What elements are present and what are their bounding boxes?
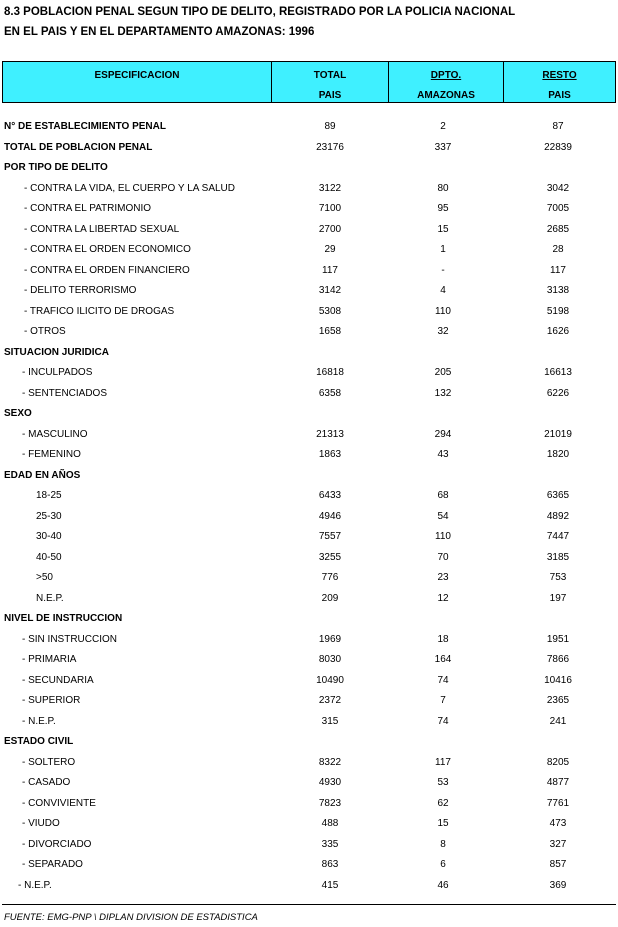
- value-resto-pais: 369: [549, 879, 567, 891]
- table-row: [0, 774, 618, 795]
- value-total-pais: 89: [324, 121, 336, 132]
- value-total-pais: 6358: [318, 387, 342, 399]
- value-total-pais: 6433: [318, 490, 342, 501]
- table-row: [0, 364, 618, 385]
- row-label: EDAD EN AÑOS: [4, 469, 81, 481]
- value-resto-pais: 197: [549, 592, 567, 604]
- table-row: [0, 672, 618, 693]
- table-row: [0, 200, 618, 221]
- value-total-pais: 7100: [318, 203, 342, 214]
- table-row: [0, 180, 618, 201]
- value-resto-pais: 7866: [546, 654, 570, 665]
- table-row: [0, 815, 618, 836]
- row-label: 30-40: [36, 531, 62, 542]
- table-row: [0, 221, 618, 242]
- table-row: [0, 303, 618, 324]
- table-row: [0, 323, 618, 344]
- footer-divider: [2, 904, 616, 905]
- value-dpto-amazonas: 4: [440, 285, 446, 296]
- row-label: - CONTRA EL PATRIMONIO: [24, 203, 152, 214]
- table-row: [0, 733, 618, 754]
- row-label: - CONTRA LA VIDA, EL CUERPO Y LA SALUD: [24, 182, 236, 194]
- table-row: [0, 139, 618, 160]
- value-total-pais: 7557: [318, 531, 342, 542]
- table-title-line2: EN EL PAIS Y EN EL DEPARTAMENTO AMAZONAS: 1996: [4, 26, 315, 38]
- table-row: [0, 508, 618, 529]
- value-total-pais: 2372: [318, 695, 342, 706]
- value-resto-pais: 3138: [546, 285, 570, 296]
- value-dpto-amazonas: 74: [437, 674, 449, 686]
- value-resto-pais: 753: [549, 572, 567, 583]
- row-label: - SIN INSTRUCCION: [22, 633, 117, 645]
- value-resto-pais: 327: [549, 838, 567, 850]
- table-row: [0, 856, 618, 877]
- row-label: - SEPARADO: [22, 859, 83, 870]
- row-label: - SUPERIOR: [22, 695, 81, 706]
- table-row: [0, 590, 618, 611]
- value-total-pais: 8030: [318, 654, 342, 665]
- value-dpto-amazonas: 110: [435, 531, 451, 542]
- row-label: - DELITO TERRORISMO: [24, 285, 137, 296]
- value-resto-pais: 5198: [546, 305, 570, 317]
- row-label: - INCULPADOS: [22, 367, 93, 378]
- value-dpto-amazonas: 6: [440, 859, 446, 870]
- value-resto-pais: 7761: [546, 797, 570, 809]
- value-resto-pais: 8205: [546, 756, 570, 768]
- row-label: - CASADO: [22, 777, 71, 788]
- value-total-pais: 1863: [318, 449, 342, 460]
- value-resto-pais: 22839: [544, 141, 572, 153]
- row-label: - MASCULINO: [22, 428, 88, 440]
- table-row: [0, 795, 618, 816]
- row-label: N.E.P.: [36, 592, 64, 604]
- value-total-pais: 2700: [318, 223, 342, 235]
- row-label: - PRIMARIA: [22, 654, 77, 665]
- value-total-pais: 8322: [318, 756, 342, 768]
- header-especificacion: ESPECIFICACION: [3, 62, 272, 102]
- value-resto-pais: 857: [549, 859, 567, 870]
- row-label: - N.E.P.: [18, 879, 52, 891]
- table-row: [0, 446, 618, 467]
- row-label: - CONTRA EL ORDEN ECONOMICO: [24, 244, 191, 255]
- value-resto-pais: 7005: [546, 203, 570, 214]
- value-dpto-amazonas: 15: [437, 818, 449, 829]
- value-dpto-amazonas: 2: [440, 121, 446, 132]
- table-row: [0, 426, 618, 447]
- table-row: [0, 241, 618, 262]
- value-total-pais: 335: [321, 838, 339, 850]
- table-row: [0, 713, 618, 734]
- value-dpto-amazonas: 8: [440, 838, 446, 850]
- value-total-pais: 10490: [316, 674, 344, 686]
- value-dpto-amazonas: 12: [437, 592, 449, 604]
- row-label: 18-25: [36, 490, 62, 501]
- value-dpto-amazonas: 7: [440, 695, 446, 706]
- value-resto-pais: 28: [552, 244, 564, 255]
- value-total-pais: 29: [324, 244, 336, 255]
- value-total-pais: 4946: [318, 510, 342, 522]
- table-row: [0, 877, 618, 898]
- value-dpto-amazonas: 68: [437, 490, 449, 501]
- value-dpto-amazonas: 205: [434, 367, 452, 378]
- value-dpto-amazonas: 80: [437, 182, 449, 194]
- value-resto-pais: 1820: [546, 449, 570, 460]
- value-resto-pais: 2685: [546, 223, 570, 235]
- value-dpto-amazonas: 18: [437, 633, 449, 645]
- table-body: [0, 118, 618, 897]
- table-row: [0, 467, 618, 488]
- value-total-pais: 3255: [318, 551, 342, 563]
- row-label: - TRAFICO ILICITO DE DROGAS: [24, 305, 175, 317]
- value-resto-pais: 3042: [546, 182, 570, 194]
- table-header: [2, 61, 616, 103]
- value-dpto-amazonas: 132: [434, 387, 452, 399]
- row-label: NIVEL DE INSTRUCCION: [4, 613, 123, 624]
- header-dpto-amazonas: DPTO. AMAZONAS: [389, 62, 504, 102]
- value-dpto-amazonas: 53: [437, 777, 449, 788]
- value-total-pais: 488: [321, 818, 339, 829]
- row-label: TOTAL DE POBLACION PENAL: [4, 141, 153, 153]
- value-total-pais: 1969: [318, 633, 342, 645]
- table-row: [0, 692, 618, 713]
- value-total-pais: 117: [322, 264, 338, 276]
- value-total-pais: 16818: [316, 367, 344, 378]
- row-label: 25-30: [36, 510, 62, 522]
- value-resto-pais: 117: [550, 264, 566, 276]
- value-total-pais: 1658: [318, 326, 342, 337]
- value-total-pais: 21313: [316, 428, 344, 440]
- value-dpto-amazonas: 15: [437, 223, 449, 235]
- table-row: [0, 610, 618, 631]
- row-label: - N.E.P.: [22, 715, 56, 727]
- value-dpto-amazonas: 32: [437, 326, 449, 337]
- value-dpto-amazonas: 110: [435, 305, 451, 317]
- table-row: [0, 569, 618, 590]
- row-label: - DIVORCIADO: [22, 838, 92, 850]
- value-resto-pais: 473: [549, 818, 567, 829]
- value-dpto-amazonas: 46: [437, 879, 449, 891]
- value-resto-pais: 7447: [546, 531, 570, 542]
- value-total-pais: 23176: [316, 141, 344, 153]
- row-label: N° DE ESTABLECIMIENTO PENAL: [4, 121, 166, 132]
- row-label: - VIUDO: [22, 818, 60, 829]
- row-label: - OTROS: [24, 326, 66, 337]
- row-label: - SECUNDARIA: [22, 674, 94, 686]
- value-resto-pais: 6226: [546, 387, 570, 399]
- table-row: [0, 118, 618, 139]
- row-label: - CONTRA LA LIBERTAD SEXUAL: [24, 223, 180, 235]
- value-resto-pais: 1951: [546, 633, 570, 645]
- value-total-pais: 209: [321, 592, 339, 604]
- table-row: [0, 405, 618, 426]
- value-dpto-amazonas: -: [441, 264, 445, 276]
- header-total-pais: TOTAL PAIS: [272, 62, 389, 102]
- value-resto-pais: 241: [549, 715, 567, 727]
- row-label: - CONVIVIENTE: [22, 797, 96, 809]
- table-row: [0, 385, 618, 406]
- table-title-line1: 8.3 POBLACION PENAL SEGUN TIPO DE DELITO, REGISTRADO POR LA POLICIA NACIONAL: [4, 6, 516, 18]
- value-total-pais: 3142: [318, 285, 342, 296]
- table-row: [0, 651, 618, 672]
- row-label: 40-50: [36, 551, 62, 563]
- value-resto-pais: 6365: [546, 490, 570, 501]
- value-dpto-amazonas: 95: [437, 203, 449, 214]
- value-resto-pais: 1626: [546, 326, 570, 337]
- table-row: [0, 549, 618, 570]
- table-row: [0, 344, 618, 365]
- row-label: ESTADO CIVIL: [4, 736, 74, 747]
- value-resto-pais: 4892: [546, 510, 570, 522]
- table-row: [0, 754, 618, 775]
- table-row: [0, 159, 618, 180]
- value-total-pais: 5308: [318, 305, 342, 317]
- value-dpto-amazonas: 337: [434, 141, 452, 153]
- row-label: - CONTRA EL ORDEN FINANCIERO: [24, 264, 190, 276]
- value-resto-pais: 2365: [546, 695, 570, 706]
- value-total-pais: 315: [321, 715, 339, 727]
- value-total-pais: 415: [321, 879, 339, 891]
- value-resto-pais: 21019: [544, 428, 572, 440]
- value-dpto-amazonas: 294: [434, 428, 452, 440]
- row-label: - FEMENINO: [22, 449, 81, 460]
- value-resto-pais: 87: [552, 121, 564, 132]
- row-label: >50: [36, 572, 53, 583]
- table-row: [0, 836, 618, 857]
- source-note: FUENTE: EMG-PNP \ DIPLAN DIVISION DE ESTADISTICA: [4, 912, 258, 923]
- value-dpto-amazonas: 62: [437, 797, 449, 809]
- value-dpto-amazonas: 164: [434, 654, 452, 665]
- value-dpto-amazonas: 74: [437, 715, 449, 727]
- value-dpto-amazonas: 43: [437, 449, 449, 460]
- row-label: SEXO: [4, 408, 32, 419]
- table-row: [0, 262, 618, 283]
- row-label: SITUACION JURIDICA: [4, 346, 110, 358]
- value-dpto-amazonas: 54: [437, 510, 449, 522]
- value-dpto-amazonas: 70: [437, 551, 449, 563]
- table-row: [0, 282, 618, 303]
- table-row: [0, 487, 618, 508]
- value-total-pais: 4930: [318, 777, 342, 788]
- row-label: - SOLTERO: [22, 756, 76, 768]
- value-resto-pais: 4877: [546, 777, 570, 788]
- value-resto-pais: 3185: [546, 551, 570, 563]
- value-total-pais: 3122: [318, 182, 342, 194]
- header-resto-pais: RESTO PAIS: [542, 70, 577, 101]
- value-total-pais: 776: [321, 572, 339, 583]
- value-resto-pais: 10416: [544, 674, 572, 686]
- value-dpto-amazonas: 23: [437, 572, 449, 583]
- table-row: [0, 631, 618, 652]
- row-label: - SENTENCIADOS: [22, 387, 108, 399]
- table-row: [0, 528, 618, 549]
- value-resto-pais: 16613: [544, 367, 572, 378]
- value-total-pais: 7823: [318, 797, 342, 809]
- value-dpto-amazonas: 117: [435, 756, 451, 768]
- value-dpto-amazonas: 1: [440, 244, 446, 255]
- value-total-pais: 863: [321, 859, 339, 870]
- row-label: POR TIPO DE DELITO: [4, 162, 108, 173]
